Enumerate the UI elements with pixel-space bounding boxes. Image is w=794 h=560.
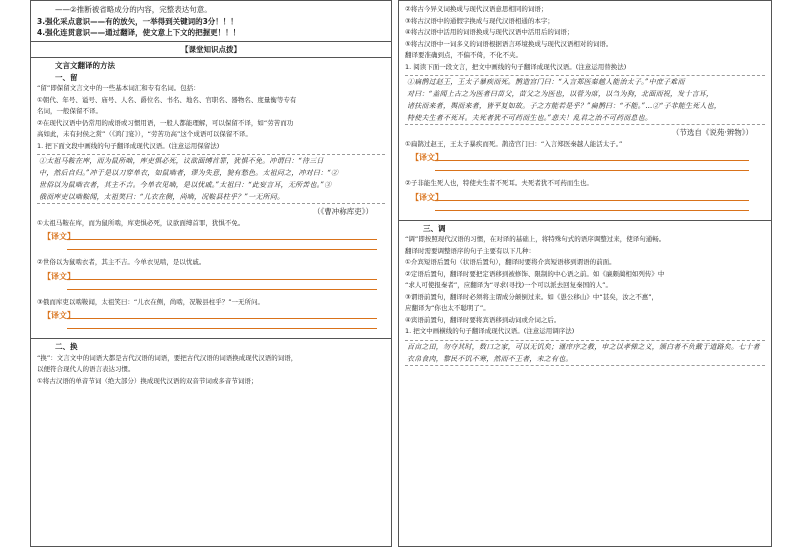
heading-adjust: 三、调 — [423, 223, 446, 233]
passage-line: 俄而库吏以啮鞍闻，太祖笑曰：“儿衣在侧，尚啮，况鞍县柱乎？”一无所问。 — [39, 193, 285, 201]
paragraph-line: 名词，一般保留不译。 — [37, 107, 102, 115]
exercise-instruction: 1. 把文中画横线的句子翻译成现代汉语。(注意运用调序法) — [405, 327, 575, 335]
question-sentence: ②世俗以为鼠啮衣者，其主不吉。今单衣见啮，是以忧戚。 — [37, 258, 206, 266]
left-column — [30, 0, 392, 547]
passage-line: ①太祖马鞍在库，而为鼠所啮，库吏惧必死，议欲面缚首罪，犹惧不免。冲谓曰：“待三日 — [39, 157, 324, 165]
answer-area[interactable] — [399, 150, 771, 172]
question-sentence: ①太祖马鞍在库，而为鼠所啮，库吏惧必死，议欲面缚首罪，犹惧不免。 — [37, 218, 245, 227]
answer-tag: 【译文】 — [43, 311, 75, 320]
source-citation: （节选自《说苑·辨物》） — [671, 128, 753, 137]
paragraph-line: ②在现代汉语中仍常用的成语或习惯用语，一般人都能理解，可以保留不译，如“劳苦而功 — [37, 118, 294, 127]
heading-keep: 一、留 — [55, 72, 78, 82]
tip-line: 3.强化采点意识——有的放矢，一举得到关键词的3分！！！ — [37, 16, 238, 26]
paragraph-line: 高如此，未有封侯之赏”（《鸿门宴》），“劳苦功高”这个成语可以保留不译。 — [37, 130, 252, 138]
source-citation: （《曹冲称库吏》） — [313, 207, 373, 216]
answer-area[interactable] — [399, 190, 771, 212]
paragraph-line: “求人可使报秦者”，应翻译为“寻求(寻找)一个可以派去回复秦国的人”。 — [405, 281, 613, 289]
paragraph-line: ③将古汉语中的通假字换成与现代汉语相通的本字； — [405, 16, 554, 25]
paragraph-line: ①介宾短语后置句（状语后置句），翻译时要将介宾短语移到谓语的前面。 — [405, 258, 616, 266]
paragraph-line: “调”即按照现代汉语的习惯，在对译的基础上，将特殊句式的语序调整过来，使译句通畅。 — [405, 235, 666, 243]
answer-area[interactable] — [31, 308, 391, 330]
answer-tag: 【译文】 — [411, 192, 443, 202]
section-banner: 【课堂知识点拨】 — [181, 44, 241, 54]
question-sentence: ②子非能生死人也，特使夫生者不死耳。夫死者犹不可药而生也。 — [405, 179, 593, 187]
exercise-instruction: 1. 阅读下面一段文言，把文中画线的句子翻译成现代汉语。(注意运用替换法) — [405, 62, 627, 71]
paragraph-line: 翻译要准确到点，不偏不倚，不化不夹。 — [405, 51, 522, 59]
passage-line: ①扁鹊过赵王，王太子暴疾而死。鹊造宫门曰：“入言郑医秦越人能治太子。”中庶子难而 — [407, 78, 685, 86]
answer-tag: 【译文】 — [43, 271, 75, 281]
method-title: 文言文翻译的方法 — [55, 61, 115, 70]
paragraph-line: 翻译时需要调整语序的句子主要有以下几种： — [405, 246, 535, 255]
handwritten-passage — [37, 154, 385, 204]
passage-line: 百亩之田，勿夺其时，数口之家，可以无饥矣；谨庠序之教，申之以孝悌之义，颁白者不负戴于道路矣。七十者衣帛食肉，黎民不饥不寒，然而不王者，未之有也。 — [407, 342, 760, 363]
paragraph-line: ②将古今异义词换成与现代汉语意思相同的词语； — [405, 5, 548, 13]
handwritten-passage — [405, 75, 765, 125]
passage-line: 诸扶而来者，舆而来者，皆平复如故。子之方能若是乎？”扁鹊曰：“不能。”…②“子非能生死人也， — [407, 102, 722, 110]
passage-line: 世俗以为鼠啮衣者，其主不吉。今单衣见啮，是以忧戚。”太祖曰：“此妄言耳，无所苦也。”③ — [39, 181, 332, 189]
answer-tag: 【译文】 — [43, 232, 75, 241]
paragraph-line: 以便符合现代人的语言表达习惯。 — [37, 365, 135, 373]
paragraph-line: “留”即保留文言文中的一些基本词汇和专有名词。包括： — [37, 84, 200, 92]
passage-line: 对曰：“盖闻上古之为医者曰苗父，苗父之为医也，以菅为席，以刍为狗，北面而祝，发十言耳， — [407, 90, 714, 98]
answer-area[interactable] — [31, 229, 391, 251]
answer-tag: 【译文】 — [411, 153, 443, 162]
question-sentence: ③俄而库吏以啮鞍闻，太祖笑曰：“儿衣在侧，尚啮，况鞍县柱乎？”一无所问。 — [37, 297, 265, 306]
handwritten-passage — [405, 340, 765, 366]
passage-line: 中，然后自归。”冲于是以刀穿单衣，如鼠啮者，谬为失意，貌有愁色。太祖问之，冲对曰：“② — [39, 169, 339, 177]
tip-line: ——②推断被省略成分的内容，完整表达句意。 — [55, 5, 212, 14]
exercise-instruction: 1. 把下面文段中画线的句子翻译成现代汉语。(注意运用保留法) — [37, 141, 220, 150]
tip-line: 4.强化连贯意识——通过翻译，使文意上下文的把握更！！！ — [37, 28, 241, 37]
paragraph-line: ④将古汉语中活用的词语换成与现代汉语中活用后的词语； — [405, 28, 574, 36]
paragraph-line: ④宾语前置句，翻译时要将宾语移到动词或介词之后。 — [405, 315, 561, 324]
passage-line: 特使夫生者不死耳。夫死者犹不可药而生也。”悲夫！乱君之治不可药而息也。 — [407, 114, 653, 122]
paragraph-line: ①朝代、年号、谥号、庙号、人名、爵位名、书名、地名、官职名、器物名、度量衡等专有 — [37, 95, 297, 104]
paragraph-line: ①将古汉语的单音节词（绝大部分）换成现代汉语的双音节词或多音节词语； — [37, 376, 258, 385]
paragraph-line: “换”：文言文中的词语大都是古代汉语的词语，要把古代汉语的词语换成现代汉语的词语， — [37, 353, 298, 362]
paragraph-line: 应翻译为“你也太不聪明了”。 — [405, 304, 490, 312]
paragraph-line: ②定语后置句，翻译时要把定语移到被修饰、限制的中心语之前。如《廉颇蔺相如列传》中 — [405, 269, 665, 278]
paragraph-line: ③谓语前置句，翻译时必须将主谓成分颠倒过来。如《愚公移山》中“甚矣，汝之不惠”， — [405, 292, 659, 301]
question-sentence: ①扁鹊过赵王，王太子暴疾而死。鹊造宫门曰：“入言郑医秦越人能活太子。” — [405, 139, 623, 148]
answer-area[interactable] — [31, 269, 391, 291]
right-column — [398, 0, 772, 547]
heading-replace: 二、换 — [55, 342, 78, 351]
paragraph-line: ⑤将古汉语中一词多义的词语根据语言环境换成与现代汉语相对的词语。 — [405, 39, 613, 48]
